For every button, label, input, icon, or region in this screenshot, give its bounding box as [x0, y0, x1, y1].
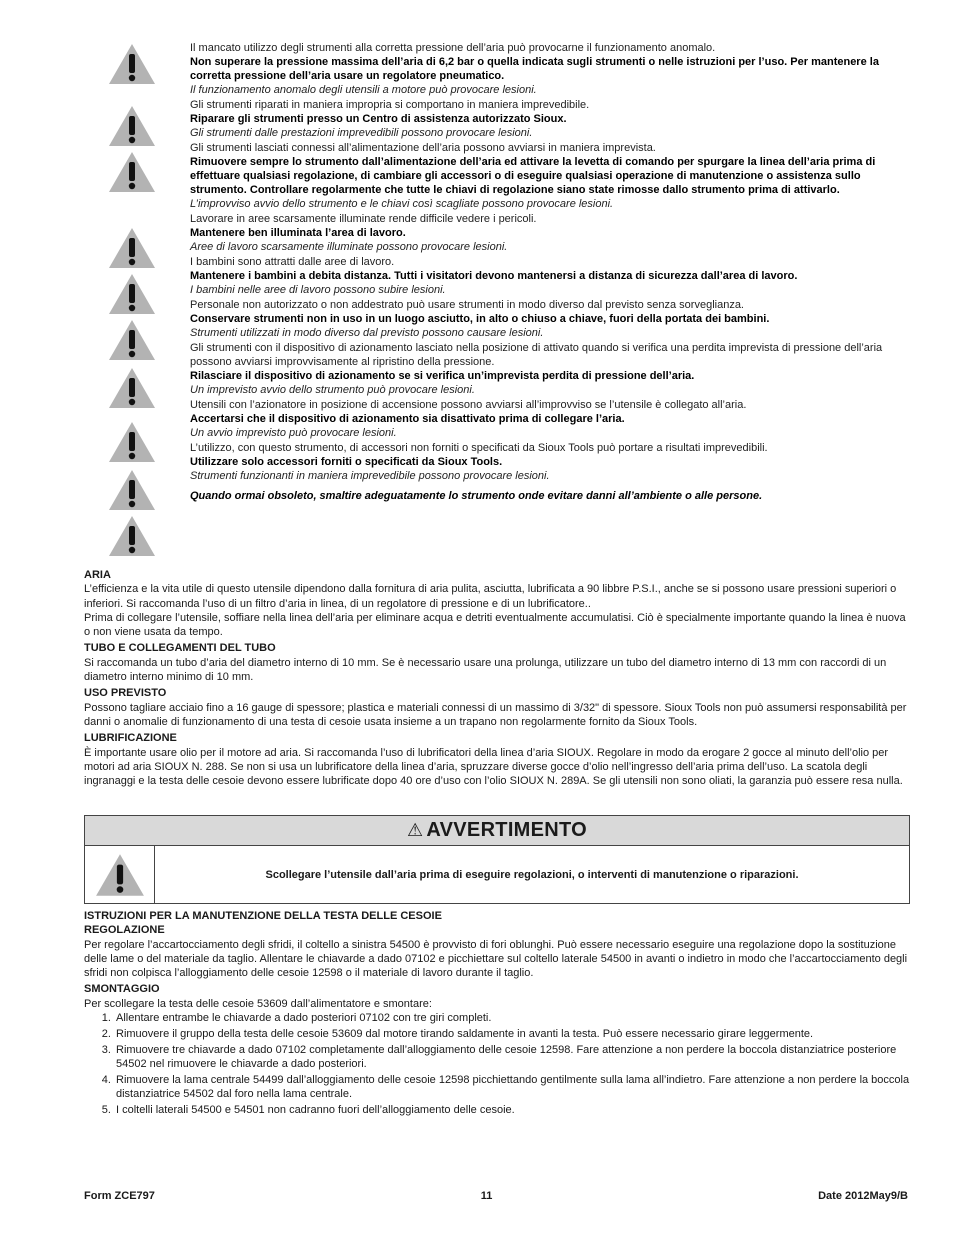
warning-action: Utilizzare solo accessori forniti o specificati da Sioux Tools. [190, 456, 503, 469]
section-title-lubrificazione: LUBRIFICAZIONE [84, 732, 177, 745]
list-item: 5. I coltelli laterali 54500 e 54501 non cadranno fuori dell’alloggiamento delle cesoie. [114, 1103, 910, 1117]
disposal-block [190, 489, 914, 503]
footer-page-number: 11 [480, 1190, 493, 1202]
footer-date: Date 2012May9/B [818, 1190, 908, 1202]
warning-action: Accertarsi che il dispositivo di azionamento sia disattivato prima di collegare l’aria. [190, 413, 625, 426]
warning-triangle-icon [107, 226, 157, 270]
warning-block [190, 441, 914, 483]
disposal-note: Quando ormai obsoleto, smaltire adeguatamente lo strumento onde evitare danni all’ambiente o alle persone. [190, 490, 763, 503]
list-item: 3. Rimuovere tre chiavarde a dado 07102 completamente dall’alloggiamento delle cesoie 12598. Fare attenzione a non perdere la boccola distanziatrice posteriore 54502 nel rimuovere le chiavarde a dado posteriori. [114, 1043, 910, 1072]
safety-warnings [190, 41, 914, 504]
warning-triangle-icon [107, 514, 157, 558]
warning-result: Il funzionamento anomalo degli utensili a motore può provocare lesioni. [190, 84, 537, 97]
disassembly-steps [84, 1011, 910, 1117]
warning-hazard: Utensili con l’azionatore in posizione di accensione possono avviarsi all’improvviso se l’utensile è collegato all’aria. [190, 399, 747, 412]
footer-form: Form ZCE797 [84, 1190, 155, 1202]
uso-paragraph: Possono tagliare acciaio fino a 16 gauge di spessore; plastica e materiali connessi di un massimo di 3/32" di spessore. Sioux Tools non può assumersi responsabilità per danni o anomalie di funzionamento di una testa di cesoie usata insieme a un trapano non regolarmente fornito da Sioux Tools. [84, 701, 907, 728]
warning-action: Non superare la pressione massima dell’aria di 6,2 bar o quella indicata sugli strumenti o nelle istruzioni per l’uso. Per mantenere la corretta pressione dell’aria usare un regolatore pneumatico. [190, 56, 879, 83]
warning-hazard: I bambini sono attratti dalle aree di lavoro. [190, 256, 395, 269]
warning-triangle-icon [107, 468, 157, 512]
warning-triangle-icon [107, 366, 157, 410]
aria-paragraph-2: Prima di collegare l’utensile, soffiare nella linea dell’aria per eliminare acqua e detriti eventualmente accumulatisi. Ciò è specialmente importante quando la linea è nuova o non viene usata da tempo. [84, 611, 906, 639]
warning-action: Mantenere ben illuminata l’area di lavoro. [190, 227, 406, 240]
warning-triangle-icon [107, 42, 157, 86]
warning-box [84, 815, 910, 904]
warning-block [190, 255, 914, 297]
warning-block [190, 41, 914, 97]
warning-block [190, 98, 914, 140]
warning-result: Gli strumenti dalle prestazioni imprevedibili possono provocare lesioni. [190, 127, 533, 140]
list-item: 1. Allentare entrambe le chiavarde a dado posteriori 07102 con tre giri completi. [114, 1011, 910, 1025]
warning-action: Conservare strumenti non in uso in un luogo asciutto, in alto o chiuso a chiave, fuori della portata dei bambini. [190, 313, 770, 326]
warning-box-body [85, 846, 909, 903]
warning-triangle-icon [107, 318, 157, 362]
warning-triangle-icon [107, 104, 157, 148]
regolazione-paragraph: Per regolare l’accartocciamento degli sfridi, il coltello a sinistra 54500 è provvisto di fori oblunghi. Può essere necessario eseguire una regolazione dopo la sostituzione delle lame o del materiale da taglio. Allentare le chiavarde a dado 07102 e picchiettare sul coltello laterale 54500 in avanti o indietro in modo che l’accartocciamento degli sfridi non colpisca l’alloggiamento delle cesoie 12598 o il materiale di lavoro durante il taglio. [84, 938, 908, 980]
section-title-uso: USO PREVISTO [84, 687, 167, 700]
maintenance-title: ISTRUZIONI PER LA MANUTENZIONE DELLA TESTA DELLE CESOIE [84, 910, 442, 922]
section-title-tubo: TUBO E COLLEGAMENTI DEL TUBO [84, 642, 276, 655]
warning-triangle-icon [107, 272, 157, 316]
section-title-aria: ARIA [84, 569, 111, 581]
warning-result: Strumenti utilizzati in modo diverso dal previsto possono causare lesioni. [190, 327, 544, 340]
warning-block [190, 212, 914, 254]
warning-hazard: Lavorare in aree scarsamente illuminate rende difficile vedere i pericoli. [190, 213, 537, 226]
warning-action: Riparare gli strumenti presso un Centro di assistenza autorizzato Sioux. [190, 113, 567, 126]
warning-action: Mantenere i bambini a debita distanza. Tutti i visitatori devono mantenersi a distanza di sicurezza dall’area di lavoro. [190, 270, 798, 283]
warning-box-text: Scollegare l’utensile dall’aria prima di eseguire regolazioni, o interventi di manutenzione o riparazioni. [265, 868, 799, 881]
tubo-paragraph: Si raccomanda un tubo d’aria del diametro interno di 10 mm. Se è necessario usare una prolunga, utilizzare un tubo del diametro interno di 13 mm con raccordi di un diametro interno minimo di 10 mm. [84, 656, 887, 684]
warning-hazard: Gli strumenti riparati in maniera impropria si comportano in maniera imprevedibile. [190, 99, 590, 112]
warning-triangle-icon [107, 420, 157, 464]
warning-result: Un avvio imprevisto può provocare lesioni. [190, 427, 397, 440]
smontaggio-intro: Per scollegare la testa delle cesoie 53609 dall’alimentatore e smontare: [84, 997, 432, 1010]
warning-hazard: L’utilizzo, con questo strumento, di accessori non forniti o specificati da Sioux Tools può portare a risultati imprevedibili. [190, 442, 768, 455]
warning-block [190, 341, 914, 397]
warning-box-title: AVVERTIMENTO [426, 819, 588, 841]
warning-triangle-icon [107, 150, 157, 194]
warning-hazard: Il mancato utilizzo degli strumenti alla corretta pressione dell’aria può provocarne il funzionamento anomalo. [190, 42, 716, 54]
maintenance-section [84, 909, 910, 1119]
warning-result: Strumenti funzionanti in maniera imprevedibile possono provocare lesioni. [190, 470, 550, 483]
warning-symbol-icon: ⚠ [406, 820, 424, 840]
page-footer [84, 1190, 908, 1202]
smontaggio-title: SMONTAGGIO [84, 983, 160, 996]
warning-result: I bambini nelle aree di lavoro possono subire lesioni. [190, 284, 446, 297]
warning-block [190, 298, 914, 340]
warning-result: Aree di lavoro scarsamente illuminate possono provocare lesioni. [190, 241, 508, 254]
list-item: 4. Rimuovere la lama centrale 54499 dall’alloggiamento delle cesoie 12598 picchiettando gentilmente sulla lama all’indietro. Fare attenzione a non perdere la boccola distanziatrice 54502 dal foro nella lama centrale. [114, 1073, 910, 1102]
warning-box-header [85, 816, 909, 846]
lubrificazione-paragraph: È importante usare olio per il motore ad aria. Si raccomanda l’uso di lubrificatori della linea d’aria SIOUX. Regolare in modo da erogare 2 gocce al minuto dell’olio per motori ad aria SIOUX N. 288. Se non si usa un lubrificatore della linea d’aria, spruzzare diverse gocce d’olio nell’ingresso dell’aria prima dell’uso. La scatola degli ingranaggi e la testa delle cesoie devono essere lubrificate dopo 40 ore d’uso con l’olio SIOUX N. 289A. Se gli utensili non sono oliati, la garanzia può essere resa nulla. [84, 746, 903, 788]
warning-hazard: Gli strumenti lasciati connessi all’alimentazione dell’aria possono avviarsi in maniera imprevista. [190, 142, 656, 155]
regolazione-title: REGOLAZIONE [84, 924, 165, 937]
warning-block [190, 141, 914, 211]
aria-paragraph-1: L’efficienza e la vita utile di questo utensile dipendono dalla fornitura di aria pulita, asciutta, lubrificata a 90 libbre P.S.I., anche se si possono usare pressioni superiori o inferiori. Si raccomanda l’uso di un filtro d’aria in linea, di un regolatore di pressione e di un lubrificatore.. [84, 583, 897, 610]
warning-triangle-icon [85, 846, 155, 903]
info-sections [84, 568, 910, 790]
warning-action: Rilasciare il dispositivo di azionamento se si verifica un’imprevista perdita di pressione dell’aria. [190, 370, 695, 383]
warning-hazard: Personale non autorizzato o non addestrato può usare strumenti in modo diverso dal previsto senza sorveglianza. [190, 299, 744, 312]
warning-block [190, 398, 914, 440]
warning-action: Rimuovere sempre lo strumento dall’alimentazione dell’aria ed attivare la levetta di comando per spurgare la linea dell’aria prima di effettuare qualsiasi regolazione, di cambiare gli accessori o di eseguire qualsiasi operazione di manutenzione o assistenza sullo strumento. Controllare regolarmente che tutte le chiavi di regolazione siano state rimosse dallo strumento prima di attivarlo. [190, 156, 876, 197]
warning-hazard: Gli strumenti con il dispositivo di azionamento lasciato nella posizione di attivato quando si verifica una perdita imprevista di pressione dell’aria possono avviarsi improvvisamente al ripristino della pressione. [190, 342, 883, 369]
warning-result: L’improvviso avvio dello strumento e le chiavi così scagliate possono provocare lesioni. [190, 198, 614, 211]
warning-result: Un imprevisto avvio dello strumento può provocare lesioni. [190, 384, 475, 397]
list-item: 2. Rimuovere il gruppo della testa delle cesoie 53609 dal motore tirando saldamente in avanti la testa. Può essere necessario girare leggermente. [114, 1027, 910, 1041]
